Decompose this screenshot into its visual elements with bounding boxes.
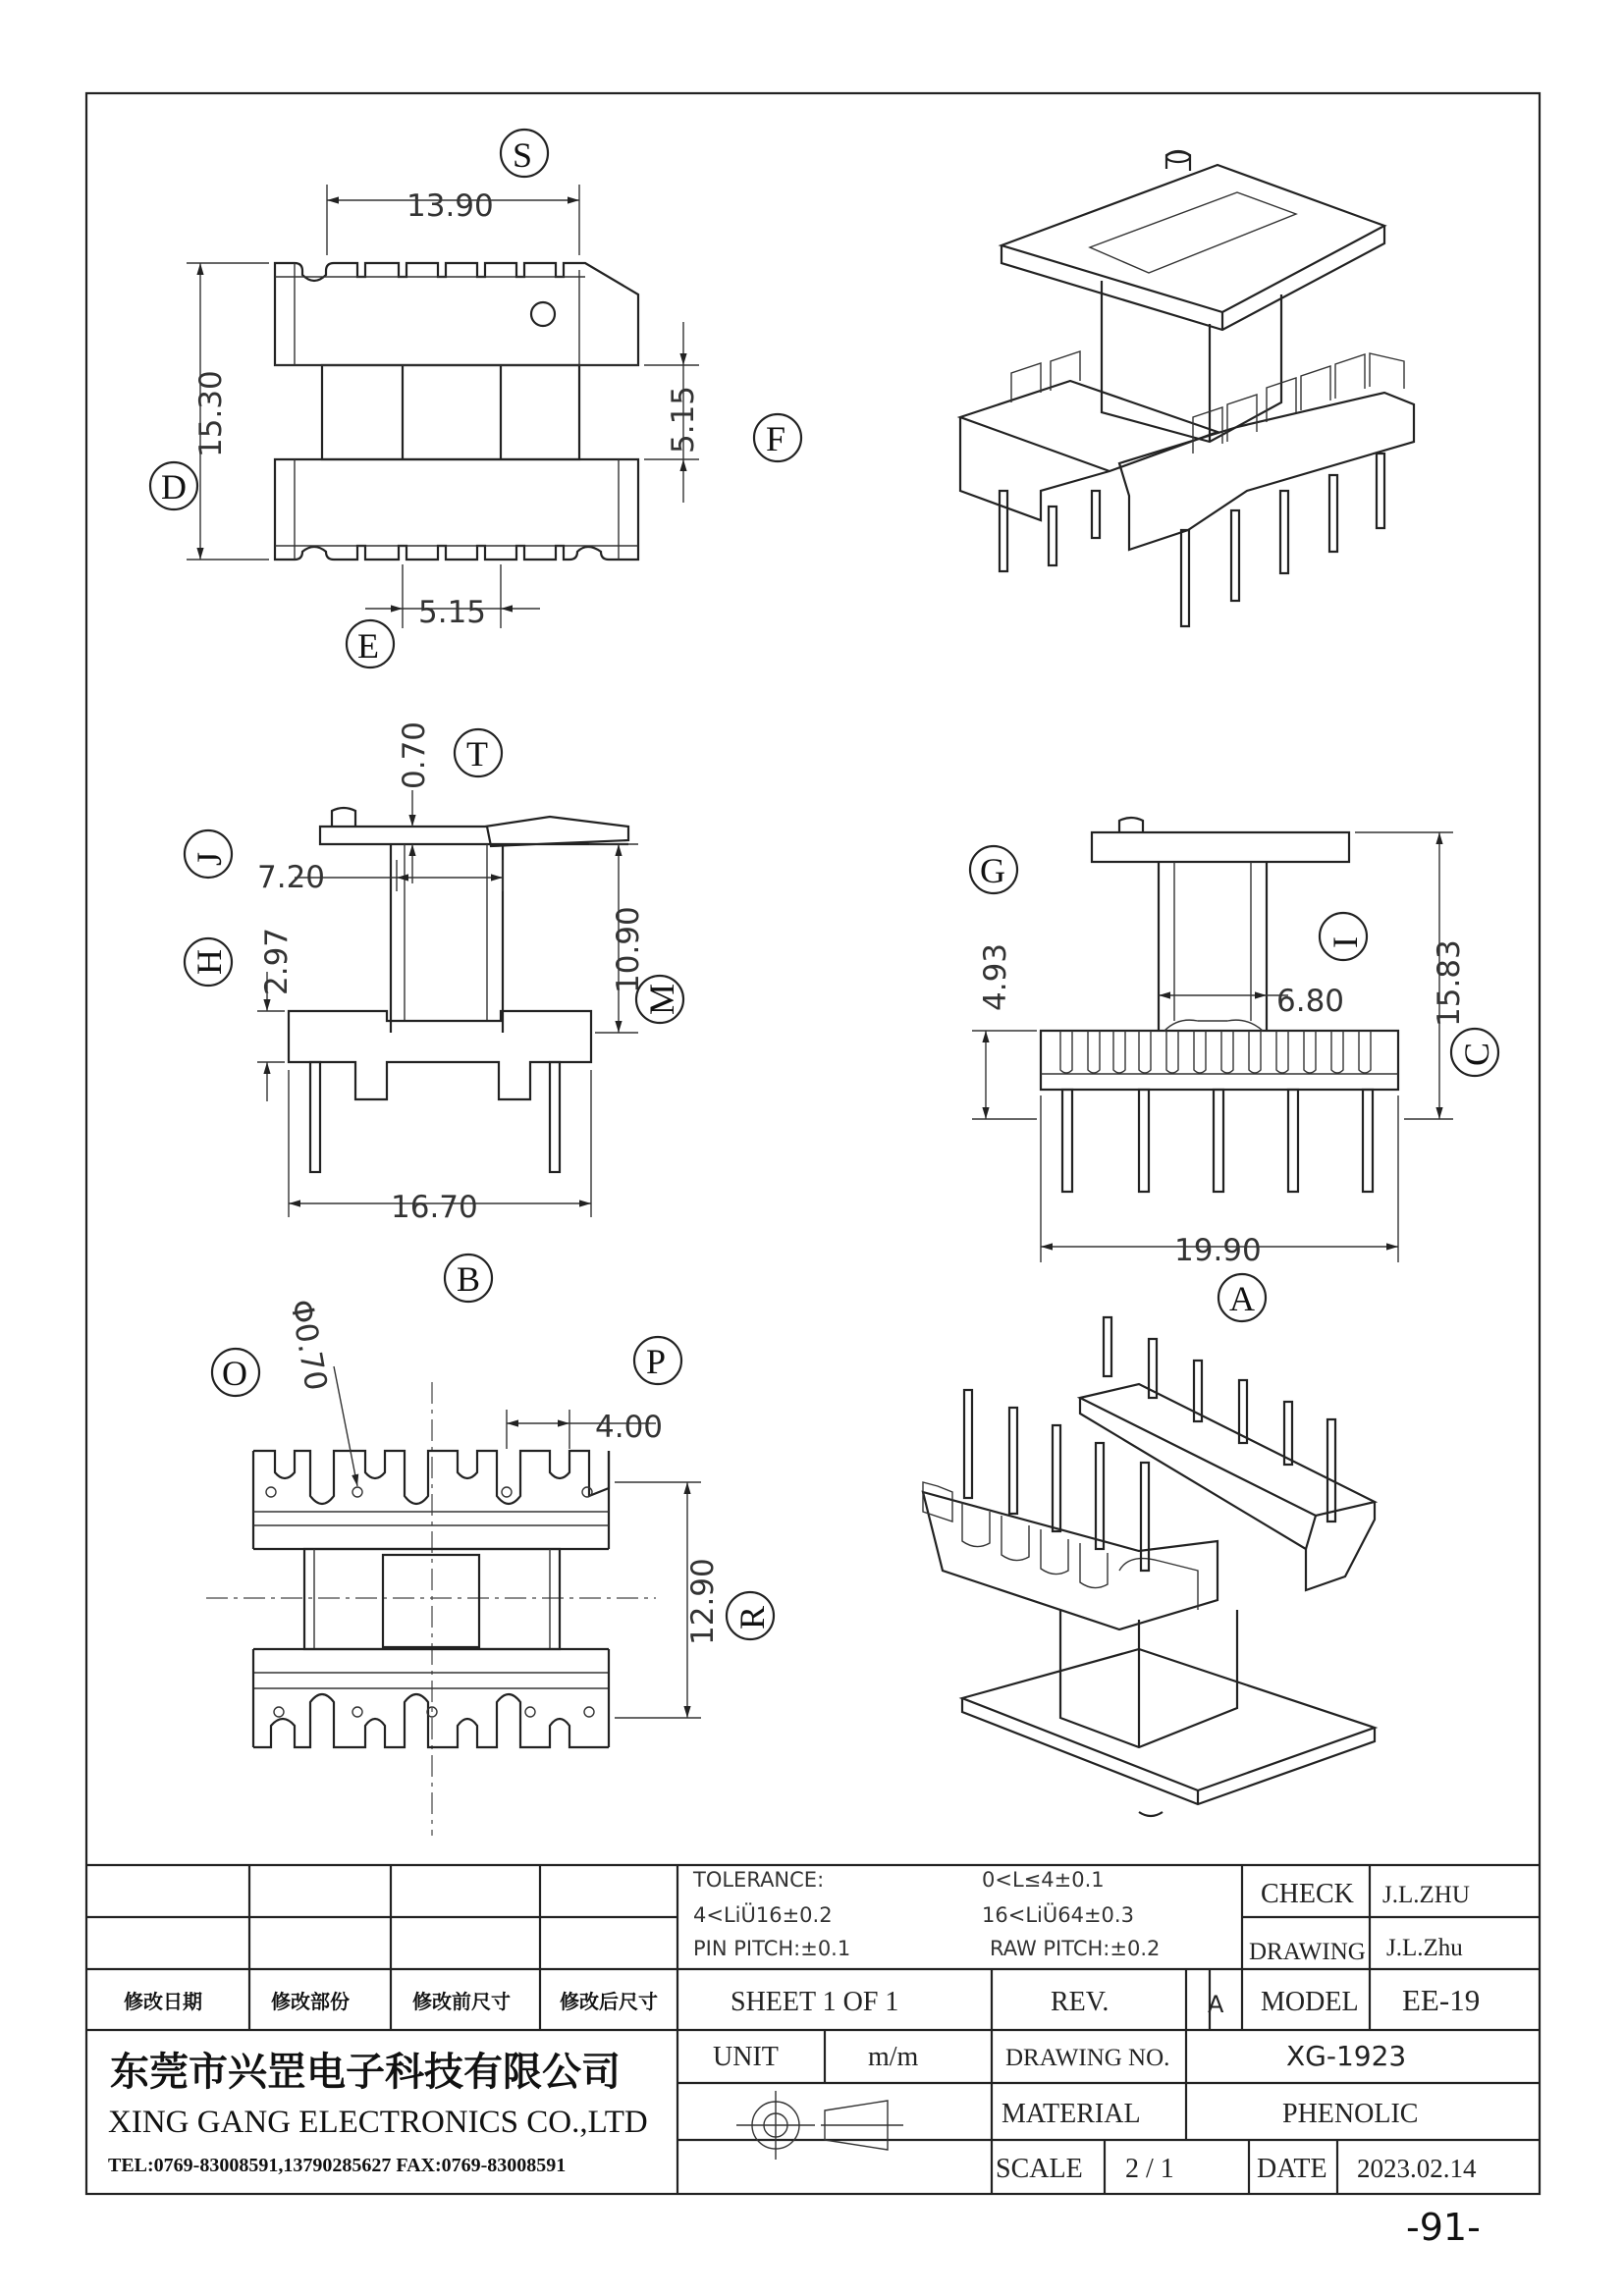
sheet-text: SHEET 1 OF 1 — [731, 1987, 899, 2017]
iso-view-bottom — [923, 1317, 1375, 1816]
label-h: H — [189, 949, 229, 975]
drawing-value: J.L.Zhu — [1386, 1935, 1463, 1961]
dim-7-20: 7.20 — [257, 860, 326, 895]
label-d: D — [161, 467, 187, 507]
label-o: O — [222, 1354, 247, 1393]
side-view-b — [185, 721, 683, 1302]
label-c: C — [1457, 1041, 1496, 1066]
dim-13-90: 13.90 — [406, 188, 494, 224]
date-label: DATE — [1257, 2154, 1327, 2184]
title-block — [86, 1865, 1540, 2194]
tolerance-line3-right: RAW PITCH:±0.2 — [990, 1937, 1161, 1960]
label-i: I — [1326, 936, 1365, 948]
company-name-cn: 东莞市兴罡电子科技有限公司 — [110, 2050, 621, 2095]
dim-2-97: 2.97 — [259, 927, 295, 995]
label-p: P — [646, 1342, 667, 1381]
dim-0-70: 0.70 — [397, 721, 432, 789]
drawing-label: DRAWING — [1249, 1939, 1366, 1965]
dim-15-30: 15.30 — [193, 370, 229, 457]
dim-16-70: 16.70 — [391, 1190, 478, 1225]
check-label: CHECK — [1261, 1879, 1354, 1909]
scale-value: 2 / 1 — [1125, 2154, 1174, 2184]
label-s: S — [513, 135, 533, 175]
drawing-no-label: DRAWING NO. — [1005, 2045, 1170, 2071]
projection-symbol-icon — [736, 2091, 903, 2160]
unit-value: m/m — [868, 2042, 919, 2072]
drawing-no-value: XG-1923 — [1286, 2040, 1407, 2072]
revision-header-after: 修改后尺寸 — [560, 1990, 658, 2013]
revision-header-part: 修改部份 — [271, 1990, 350, 2013]
rev-label: REV. — [1051, 1987, 1110, 2017]
label-f: F — [766, 419, 786, 458]
company-contact: TEL:0769-83008591,13790285627 FAX:0769-83008591 — [108, 2155, 567, 2176]
label-g: G — [980, 851, 1005, 890]
dim-5-15-f: 5.15 — [666, 385, 701, 454]
label-m: M — [642, 983, 681, 1015]
dim-10-90: 10.90 — [611, 906, 646, 993]
tolerance-line1-left: TOLERANCE: — [693, 1868, 825, 1892]
bottom-view — [206, 1297, 774, 1836]
label-j: J — [189, 851, 229, 866]
label-b: B — [457, 1259, 481, 1299]
company-name-en: XING GANG ELECTRONICS CO.,LTD — [108, 2105, 648, 2140]
dim-5-15-e: 5.15 — [418, 595, 487, 630]
check-value: J.L.ZHU — [1382, 1882, 1470, 1908]
label-t: T — [466, 734, 488, 774]
unit-label: UNIT — [713, 2042, 779, 2072]
tolerance-line2-left: 4<LiÜ16±0.2 — [693, 1903, 833, 1927]
material-value: PHENOLIC — [1282, 2099, 1419, 2129]
dim-12-90: 12.90 — [685, 1558, 721, 1645]
date-value: 2023.02.14 — [1357, 2154, 1477, 2183]
dim-4-93: 4.93 — [978, 942, 1013, 1011]
dim-6-80: 6.80 — [1276, 984, 1345, 1019]
label-e: E — [357, 626, 379, 666]
rev-value: A — [1208, 1991, 1224, 2018]
dim-15-83: 15.83 — [1432, 939, 1467, 1027]
dim-19-90: 19.90 — [1174, 1233, 1262, 1268]
top-view — [150, 130, 801, 667]
revision-header-before: 修改前尺寸 — [412, 1990, 511, 2013]
tolerance-line2-right: 16<LiÜ64±0.3 — [982, 1903, 1134, 1927]
dim-4-00: 4.00 — [595, 1410, 664, 1445]
revision-header-date: 修改日期 — [124, 1990, 202, 2013]
page-number: -91- — [1406, 2206, 1481, 2249]
material-label: MATERIAL — [1001, 2099, 1141, 2129]
label-r: R — [732, 1605, 772, 1629]
model-label: MODEL — [1261, 1987, 1359, 2017]
front-view-a — [970, 818, 1498, 1321]
label-a: A — [1229, 1279, 1255, 1318]
iso-view-top — [960, 151, 1414, 626]
tolerance-line3-left: PIN PITCH:±0.1 — [693, 1937, 851, 1960]
dim-phi-0-70: Φ0.70 — [283, 1297, 334, 1394]
scale-label: SCALE — [996, 2154, 1083, 2184]
model-value: EE-19 — [1402, 1983, 1481, 2017]
tolerance-line1-right: 0<L≤4±0.1 — [982, 1868, 1105, 1892]
